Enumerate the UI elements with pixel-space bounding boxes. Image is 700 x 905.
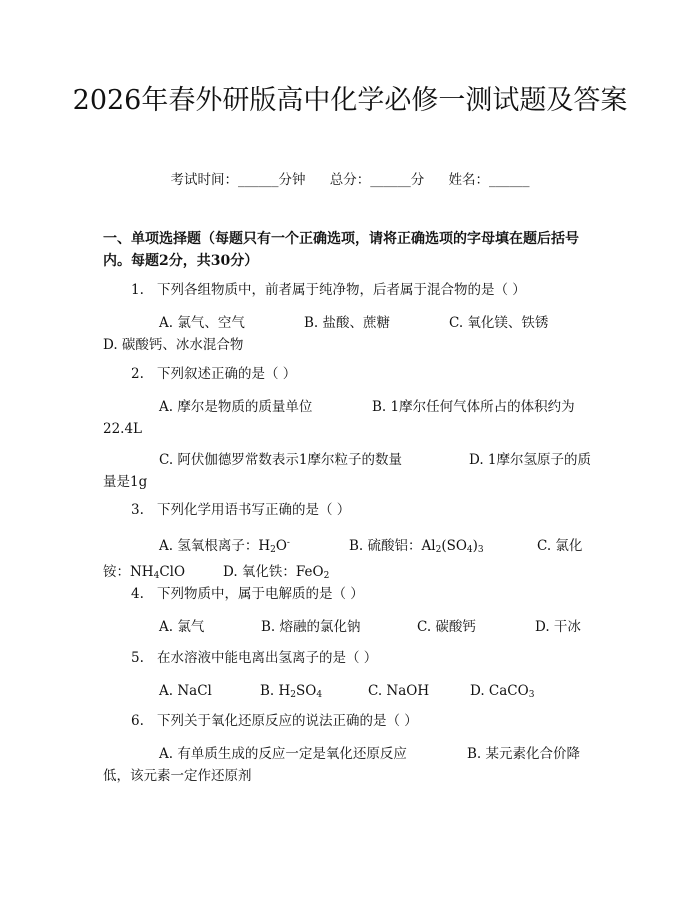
question-6 [103, 711, 600, 732]
total-score-field: 总分：______分 [329, 172, 425, 188]
option-d: D. 1摩尔氢原子的质 [469, 452, 592, 468]
option-a: A. NaCl [159, 683, 212, 699]
question-number: 5. [131, 650, 144, 666]
option-c-continued: 铵：$NH_4ClO$ [103, 564, 186, 581]
question-4 [103, 584, 600, 605]
option-d-continued: 量是1g [103, 474, 148, 490]
exam-info-line [0, 168, 700, 188]
option-d: D. 干冰 [535, 619, 581, 635]
option-a: A. 有单质生成的反应一定是氧化还原反应 [159, 746, 407, 762]
question-3 [103, 500, 600, 521]
option-b: B. 某元素化合价降 [467, 746, 581, 762]
section-heading-single-choice: 一、单项选择题（每题只有一个正确选项，请将正确选项的字母填在题后括号内。每题2分，共30分） [103, 231, 579, 269]
question-stem: 在水溶液中能电离出氢离子的是（ ） [157, 650, 378, 666]
question-stem: 下列各组物质中，前者属于纯净物，后者属于混合物的是（ ） [157, 282, 526, 298]
option-a: A. 氯气、空气 [159, 315, 245, 331]
option-b: B. 硫酸铝：$Al_2(SO_4)_3$ [349, 538, 484, 555]
option-c: C. 碳酸钙 [417, 619, 476, 635]
question-5-options [103, 680, 600, 706]
option-a: A. 摩尔是物质的质量单位 [159, 399, 313, 415]
question-stem: 下列化学用语书写正确的是（ ） [157, 502, 351, 518]
option-c: C. 氧化镁、铁锈 [449, 315, 549, 331]
student-name-field: 姓名：______ [448, 172, 530, 188]
question-6-options [103, 743, 600, 787]
question-4-options [103, 616, 600, 638]
option-b: B. 熔融的氯化钠 [261, 619, 361, 635]
question-2 [103, 364, 600, 385]
option-c: C. 氯化 [537, 538, 583, 554]
question-number: 1. [131, 282, 144, 298]
question-number: 4. [131, 586, 144, 602]
question-number: 6. [131, 713, 144, 729]
question-1-options [103, 312, 600, 356]
question-1 [103, 280, 600, 301]
option-c: C. NaOH [368, 683, 430, 699]
option-b-continued: 低，该元素一定作还原剂 [103, 768, 252, 784]
option-d: D. 碳酸钙、冰水混合物 [103, 337, 244, 353]
option-b: B. $H_2SO_4$ [260, 683, 323, 700]
document-title: 2026年春外研版高中化学必修一测试题及答案 [72, 85, 628, 116]
option-a: A. 氯气 [159, 619, 205, 635]
question-stem: 下列物质中，属于电解质的是（ ） [157, 586, 364, 602]
question-2-options-ab [103, 396, 600, 440]
question-stem: 下列关于氧化还原反应的说法正确的是（ ） [157, 713, 418, 729]
option-a: A. 氢氧根离子：$H_2O^-$ [159, 538, 290, 555]
option-b: B. 盐酸、蔗糖 [304, 315, 391, 331]
option-b-continued: 22.4L [103, 421, 143, 437]
question-stem: 下列叙述正确的是（ ） [157, 366, 297, 382]
option-d: D. 氧化铁：FeO$_2$ [223, 564, 330, 581]
question-5 [103, 648, 600, 669]
exam-time-field: 考试时间：______分钟 [170, 172, 306, 188]
question-3-options [103, 532, 600, 587]
option-d: D. CaCO$_3$ [470, 683, 535, 700]
question-2-options-cd [103, 449, 600, 493]
question-number: 3. [131, 502, 144, 518]
option-c: C. 阿伏伽德罗常数表示1摩尔粒子的数量 [159, 452, 403, 468]
question-number: 2. [131, 366, 144, 382]
option-b: B. 1摩尔任何气体所占的体积约为 [372, 399, 575, 415]
